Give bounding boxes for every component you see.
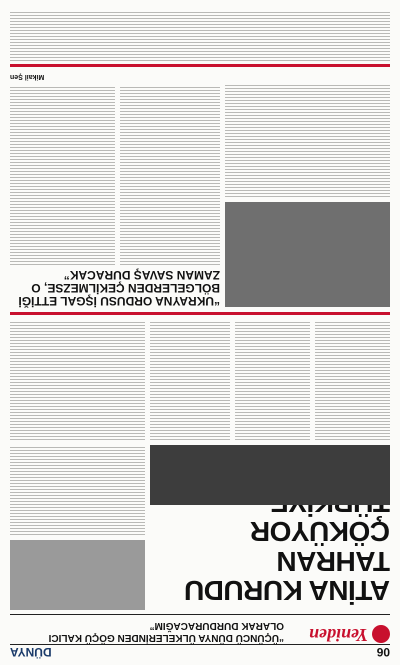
top-pullquote: “ÜÇÜNCÜ DÜNYA ÜLKELERİNDEN GÖÇÜ KALICI OLARAK DURDURACAĞIM” (48, 620, 284, 643)
pullquote-rule (10, 614, 390, 615)
section-label: DÜNYA (10, 645, 52, 659)
author-byline: Mikail Şen (10, 73, 45, 80)
text-block (10, 11, 390, 61)
photo-portrait (225, 202, 390, 307)
text-column (10, 320, 145, 440)
main-headline-line-1: ATİNA KURUDU (184, 575, 390, 606)
main-headline-line-2: TAHRAN ÇÖKÜYOR (250, 516, 390, 577)
page-number: 06 (376, 645, 390, 659)
text-column (10, 445, 145, 535)
text-column (225, 85, 390, 197)
photo-top-right (10, 540, 145, 610)
page-header (10, 645, 390, 659)
text-column (235, 320, 310, 440)
masthead-logo (309, 624, 390, 645)
text-column (315, 320, 390, 440)
text-column (120, 85, 220, 265)
photo-main (150, 445, 390, 505)
logo-badge-icon (372, 626, 390, 644)
footer-rule (10, 64, 390, 67)
section-rule (10, 312, 390, 315)
quote-headline: “UKRAYNA ORDUSU İŞGAL ETTİĞİ BÖLGELERDEN ÇEKİLMEZSE, O ZAMAN SAVAŞ DURACAK” (18, 267, 220, 308)
logo-wordmark: Yeniden (308, 625, 368, 645)
text-column (150, 320, 230, 440)
text-column (10, 85, 115, 265)
